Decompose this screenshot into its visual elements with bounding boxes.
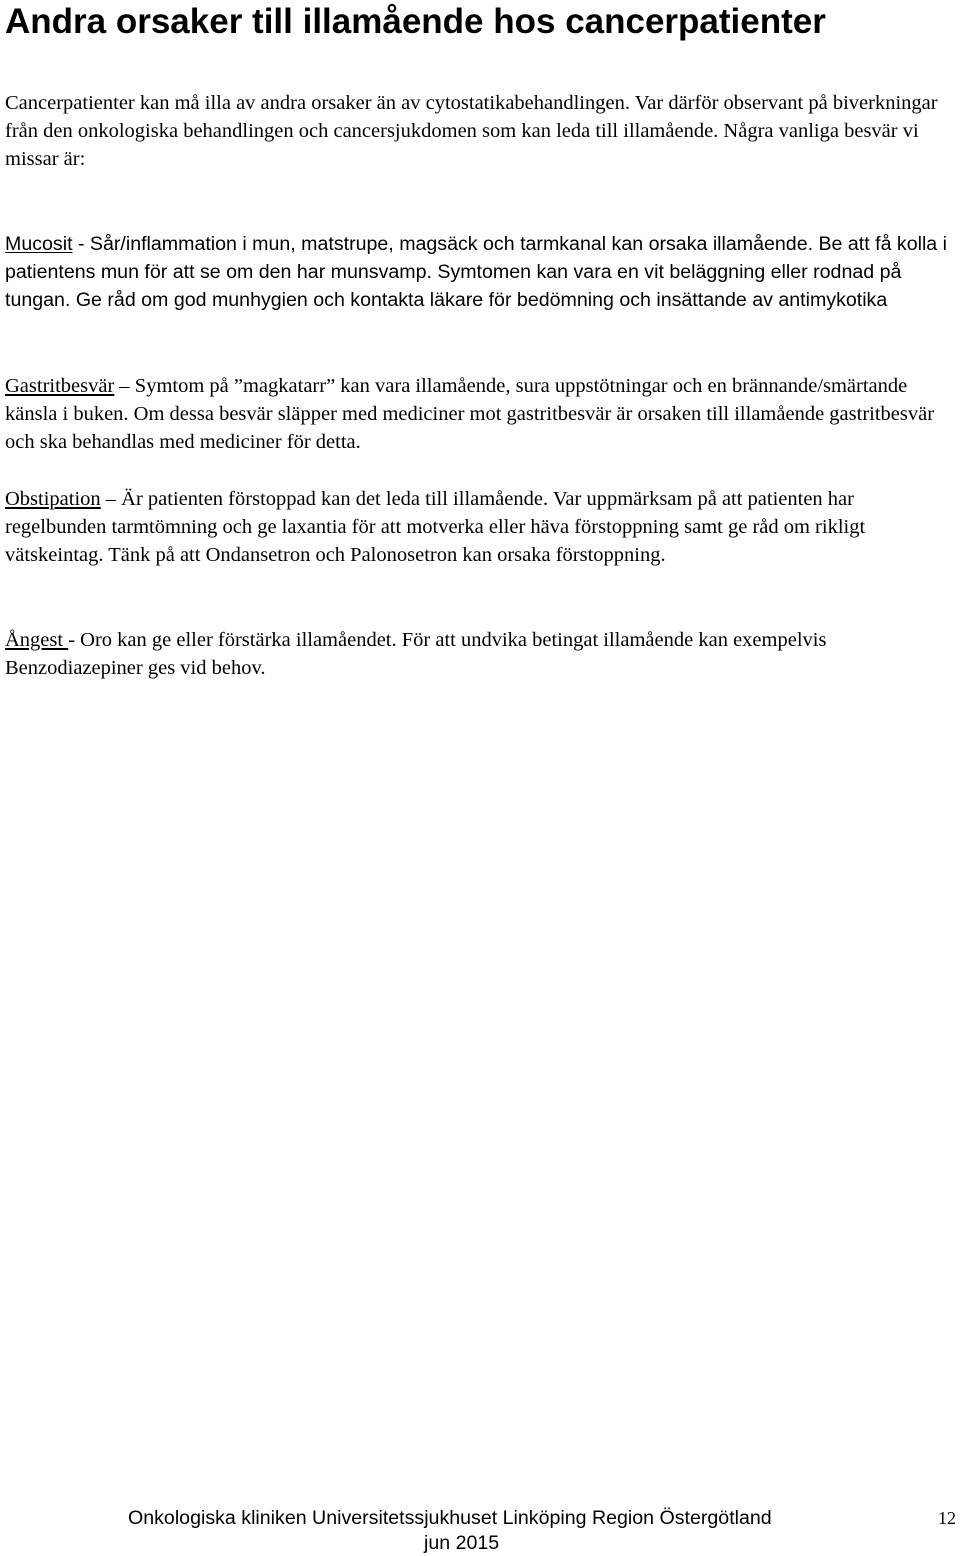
term-mucosit: Mucosit [5, 233, 73, 255]
section-obstipation [5, 485, 955, 570]
section-gastritbesvar [5, 372, 955, 457]
section-gastritbesvar-text: – Symtom på ”magkatarr” kan vara illamående, sura uppstötningar och en brännande/smärtande känsla i buken. Om dessa besvär släpper med mediciner mot gastritbesvär är orsaken till illamående gastritbesvär och ska behandlas med mediciner för detta. [5, 375, 935, 454]
section-mucosit-text: - Sår/inflammation i mun, matstrupe, magsäck och tarmkanal kan orsaka illamående. Be att få kolla i patientens mun för att se om den har munsvamp. Symtomen kan vara en vit beläggning eller rodnad på tungan. Ge råd om god munhygien och kontakta läkare för bedömning och insättande av antimykotika [5, 233, 948, 312]
section-mucosit [5, 230, 955, 315]
term-obstipation: Obstipation [5, 488, 101, 510]
footer-date: jun 2015 [424, 1532, 500, 1554]
page-title: Andra orsaker till illamående hos cancerpatienter [5, 2, 826, 41]
footer-organization: Onkologiska kliniken Universitetssjukhuset Linköping Region Östergötland [128, 1507, 772, 1529]
section-obstipation-text: – Är patienten förstoppad kan det leda till illamående. Var uppmärksam på att patienten har regelbunden tarmtömning och ge laxantia för att motverka eller häva förstoppning samt ge råd om rikligt vätskeintag. Tänk på att Ondansetron och Palonosetron kan orsaka förstoppning. [5, 488, 866, 567]
intro-paragraph: Cancerpatienter kan må illa av andra orsaker än av cytostatikabehandlingen. Var därför observant på biverkningar från den onkologiska behandlingen och cancersjukdomen som kan leda till illamående. Några vanliga besvär vi missar är: [5, 92, 938, 171]
term-gastritbesvar: Gastritbesvär [5, 375, 115, 397]
section-angest-text: - Oro kan ge eller förstärka illamåendet. För att undvika betingat illamående kan exempelvis Benzodiazepiner ges vid behov. [5, 629, 827, 680]
page-number: 12 [938, 1508, 956, 1528]
section-angest [5, 626, 955, 682]
term-angest: Ångest [5, 629, 69, 651]
